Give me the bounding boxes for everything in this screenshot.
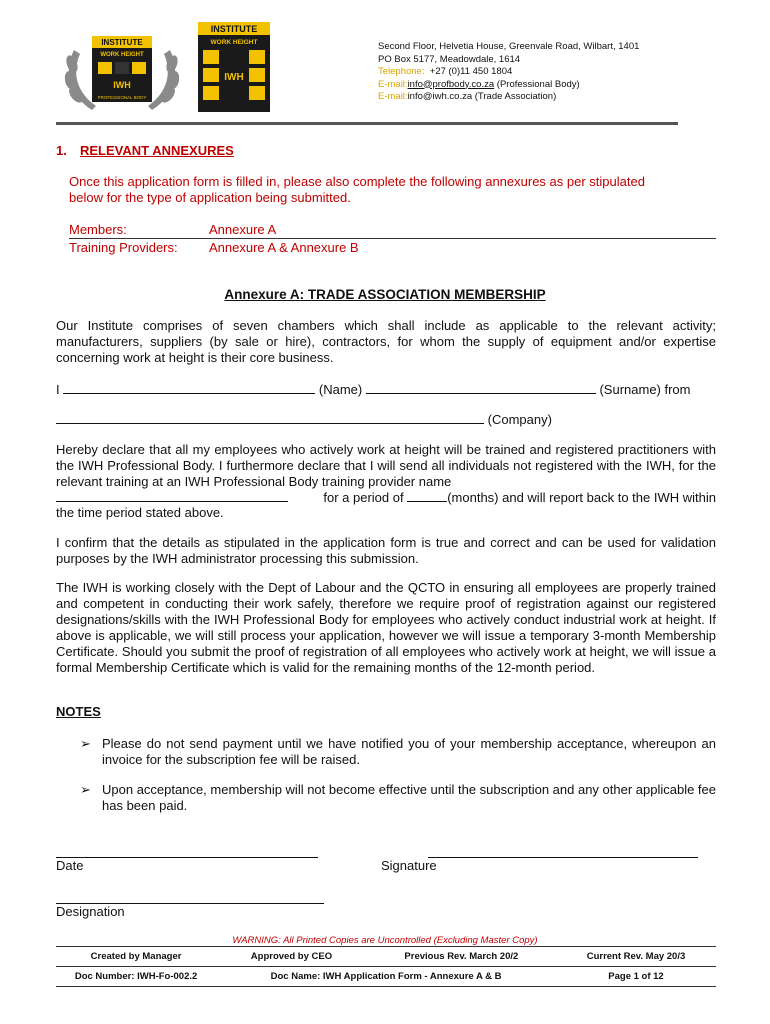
note-text: Please do not send payment until we have notified you of your membership acceptance, whereupon an invoice for the subscription fee will be raised. xyxy=(102,736,716,767)
annexure-key: Members: xyxy=(69,222,127,237)
document-control-table xyxy=(56,946,716,987)
annexure-row-providers xyxy=(69,239,716,256)
current-rev-cell: Current Rev. May 20/3 xyxy=(556,947,716,967)
previous-rev-cell: Previous Rev. March 20/2 xyxy=(367,947,556,967)
iwh-professional-body-logo xyxy=(56,20,188,118)
telephone-label: Telephone: xyxy=(378,66,425,77)
note-item xyxy=(80,782,716,814)
company-line xyxy=(56,411,716,427)
logo2-iwh: IWH xyxy=(224,72,244,83)
doc-number-cell: Doc Number: IWH-Fo-002.2 xyxy=(56,967,216,987)
created-by-cell: Created by Manager xyxy=(56,947,216,967)
approved-by-cell: Approved by CEO xyxy=(216,947,367,967)
paragraph-confirmation: I confirm that the details as stipulated in the application form is true and correct and can be used for validation purposes by the IWH administrator processing this submission. xyxy=(56,535,716,566)
section-title: RELEVANT ANNEXURES xyxy=(80,143,234,158)
note-text: Upon acceptance, membership will not become effective until the subscription and any other applicable fee has been paid. xyxy=(102,782,717,813)
email-link-iwh[interactable]: info@iwh.co.za xyxy=(407,91,473,102)
email-note-1: (Professional Body) xyxy=(496,78,580,90)
annexure-row-members xyxy=(69,221,716,239)
address-line-1: Second Floor, Helvetia House, Greenvale Road, Wilbart, 1401 xyxy=(378,41,640,52)
uncontrolled-copy-warning: WARNING: All Printed Copies are Uncontrolled (Excluding Master Copy) xyxy=(232,935,538,946)
name-line xyxy=(56,381,716,397)
paragraph-period-end: the time period stated above. xyxy=(56,505,224,520)
i-label: I xyxy=(56,382,60,397)
training-provider-field[interactable] xyxy=(56,489,288,502)
annexure-value: Annexure A xyxy=(209,222,277,237)
date-field[interactable] xyxy=(56,856,318,858)
bullet-arrow-icon: ➢ xyxy=(80,736,91,751)
signature-label: Signature xyxy=(381,858,437,873)
note-item xyxy=(80,736,716,768)
footer-row-doc xyxy=(56,967,716,987)
address-line-2: PO Box 5177, Meadowdale, 1614 xyxy=(378,53,521,65)
telephone-value: +27 (0)11 450 1804 xyxy=(429,66,513,77)
logo2-subtitle: WORK HEIGHT xyxy=(210,39,258,46)
doc-name-cell: Doc Name: IWH Application Form - Annexure A & B xyxy=(216,967,556,987)
iwh-trade-association-logo xyxy=(198,22,270,112)
date-label: Date xyxy=(56,858,84,873)
logo-iwh: IWH xyxy=(113,80,131,90)
contact-block xyxy=(378,41,639,104)
email-link-profbody[interactable]: info@profbody.co.za xyxy=(407,78,495,90)
signature-field[interactable] xyxy=(428,856,698,858)
annexure-table xyxy=(69,221,716,256)
months-field[interactable] xyxy=(407,489,447,502)
company-field[interactable] xyxy=(56,411,484,424)
section-heading xyxy=(56,143,234,158)
period-label: for a period of xyxy=(323,490,404,505)
designation-label: Designation xyxy=(56,904,125,919)
months-label: (months) and will report back to the IWH within xyxy=(447,490,716,505)
annexure-a-title: Annexure A: TRADE ASSOCIATION MEMBERSHIP xyxy=(224,287,546,302)
logo-subtitle: WORK HEIGHT xyxy=(100,52,144,58)
logo2-title: INSTITUTE xyxy=(210,24,258,34)
annexure-key: Training Providers: xyxy=(69,240,178,255)
telephone-line xyxy=(378,66,639,79)
paragraph-declaration: Hereby declare that all my employees who actively work at height will be trained and registered practitioners with the IWH Professional Body. I furthermore declare that I will send all individuals not registered with the IWH, for the relevant training at an IWH Professional Body training provider name xyxy=(56,442,716,489)
company-label: (Company) xyxy=(487,412,552,427)
section-number: 1. xyxy=(56,143,67,158)
email-label-2: E-mail: xyxy=(378,91,408,102)
header-divider xyxy=(56,122,678,125)
paragraph-chambers: Our Institute comprises of seven chambers which shall include as applicable to the relevant activity; manufacturers, suppliers (by sale or hire), contractors, for whom the supply of equipment and/or expertise concerning work at height is their core business. xyxy=(56,318,716,365)
logo-title: INSTITUTE xyxy=(101,38,143,47)
email-line-2 xyxy=(378,91,639,104)
email-label-1: E-mail: xyxy=(378,78,408,90)
logo-body: PROFESSIONAL BODY xyxy=(97,95,147,100)
paragraph-registration: The IWH is working closely with the Dept of Labour and the QCTO in ensuring all employees are properly trained and competent in conducting their work safely, therefore we require proof of registration against our registered designations/skills with the IWH Professional Body for employees who actively conduct industrial work at height. If above is applicable, we will still process your application, however we will issue a temporary 3-month Membership Certificate. Should you submit the proof of registration of all employees who actively work at height, we will issue a formal Membership Certificate which is valid for the remaining months of the 12-month period. xyxy=(56,580,716,675)
email-note-2: (Trade Association) xyxy=(474,91,557,102)
email-line-1 xyxy=(378,79,639,92)
period-line xyxy=(56,489,716,505)
page-number-cell: Page 1 of 12 xyxy=(556,967,716,987)
annexure-value: Annexure A & Annexure B xyxy=(209,240,359,255)
name-label: (Name) xyxy=(318,382,363,397)
footer-row-approvals xyxy=(56,947,716,967)
name-field[interactable] xyxy=(63,381,315,394)
surname-field[interactable] xyxy=(366,381,596,394)
section-intro: Once this application form is filled in, please also complete the following annexures as per stipulated below for the type of application being submitted. xyxy=(69,174,645,205)
bullet-arrow-icon: ➢ xyxy=(80,782,91,797)
surname-label: (Surname) from xyxy=(599,382,691,397)
notes-heading: NOTES xyxy=(56,704,101,719)
